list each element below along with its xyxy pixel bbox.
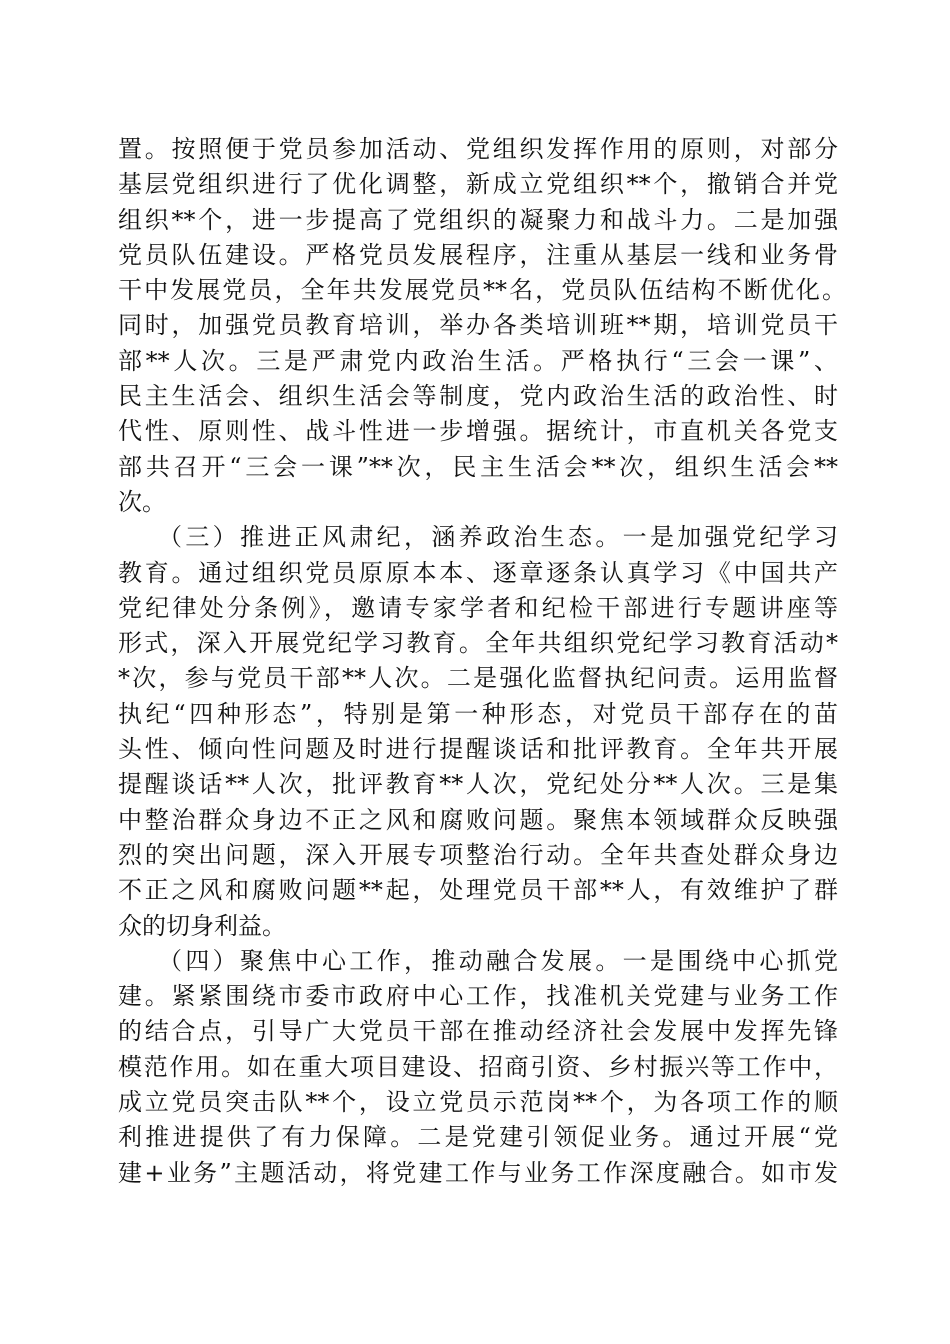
paragraph	[118, 520, 838, 944]
text-line: 党员队伍建设。严格党员发展程序，注重从基层一线和业务骨	[118, 240, 838, 269]
text-line: 组织**个，进一步提高了党组织的凝聚力和战斗力。二是加强	[118, 205, 838, 234]
paragraph	[118, 132, 846, 520]
text-line: 模范作用。如在重大项目建设、招商引资、乡村振兴等工作中，	[118, 1052, 838, 1081]
paragraph	[118, 944, 838, 1191]
text-line: （三）推进正风肃纪，涵养政治生态。一是加强党纪学习	[158, 523, 838, 552]
text-line: 中整治群众身边不正之风和腐败问题。聚焦本领域群众反映强	[118, 805, 838, 834]
text-line: 不正之风和腐败问题**起，处理党员干部**人，有效维护了群	[118, 876, 838, 905]
text-line: 代性、原则性、战斗性进一步增强。据统计，市直机关各党支	[118, 417, 838, 446]
text-line: 次。	[118, 487, 166, 516]
text-line: 利推进提供了有力保障。二是党建引领促业务。通过开展“党	[118, 1123, 838, 1152]
text-line: 成立党员突击队**个，设立党员示范岗**个，为各项工作的顺	[118, 1088, 838, 1117]
text-line: 部**人次。三是严肃党内政治生活。严格执行“三会一课”、	[118, 346, 838, 375]
text-line: 置。按照便于党员参加活动、党组织发挥作用的原则，对部分	[118, 135, 838, 163]
text-line: 形式，深入开展党纪学习教育。全年共组织党纪学习教育活动*	[118, 629, 838, 658]
text-line: 部共召开“三会一课”**次，民主生活会**次，组织生活会**	[118, 452, 838, 481]
text-line: 党纪律处分条例》，邀请专家学者和纪检干部进行专题讲座等	[118, 593, 838, 622]
text-line: *次，参与党员干部**人次。二是强化监督执纪问责。运用监督	[118, 664, 838, 693]
text-line: 烈的突出问题，深入开展专项整治行动。全年共查处群众身边	[118, 840, 838, 869]
text-line: 同时，加强党员教育培训，举办各类培训班**期，培训党员干	[118, 311, 838, 340]
text-line: 执纪“四种形态”，特别是第一种形态，对党员干部存在的苗	[118, 699, 838, 728]
text-line: （四）聚焦中心工作，推动融合发展。一是围绕中心抓党	[158, 946, 838, 975]
text-line: 建。紧紧围绕市委市政府中心工作，找准机关党建与业务工作	[118, 982, 838, 1011]
text-line: 提醒谈话**人次，批评教育**人次，党纪处分**人次。三是集	[118, 770, 838, 799]
document-page	[118, 132, 846, 1191]
text-line: 干中发展党员，全年共发展党员**名，党员队伍结构不断优化。	[118, 276, 846, 305]
text-line: 建+业务”主题活动，将党建工作与业务工作深度融合。如市发	[118, 1158, 838, 1187]
text-line: 众的切身利益。	[118, 911, 286, 940]
text-line: 的结合点，引导广大党员干部在推动经济社会发展中发挥先锋	[118, 1017, 838, 1046]
text-line: 民主生活会、组织生活会等制度，党内政治生活的政治性、时	[118, 382, 838, 411]
text-line: 教育。通过组织党员原原本本、逐章逐条认真学习《中国共产	[118, 558, 838, 587]
text-line: 基层党组织进行了优化调整，新成立党组织**个，撤销合并党	[118, 170, 838, 199]
text-line: 头性、倾向性问题及时进行提醒谈话和批评教育。全年共开展	[118, 735, 838, 764]
